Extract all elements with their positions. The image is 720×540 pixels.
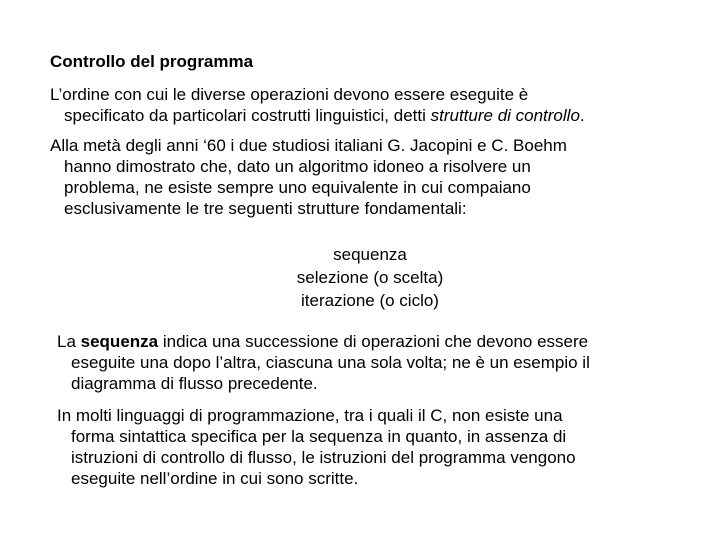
structure-item-sequenza: sequenza bbox=[333, 245, 407, 264]
structures-list bbox=[0, 243, 720, 312]
structure-item-iterazione: iterazione (o ciclo) bbox=[301, 291, 439, 310]
paragraph-line: L’ordine con cui le diverse operazioni devono essere eseguite è bbox=[50, 85, 529, 104]
paragraph-line: eseguite nell’ordine in cui sono scritte. bbox=[71, 469, 359, 488]
bold-term-sequenza: sequenza bbox=[80, 332, 159, 351]
paragraph-line: forma sintattica specifica per la sequenza in quanto, in assenza di bbox=[71, 427, 567, 446]
paragraph-line: hanno dimostrato che, dato un algoritmo idoneo a risolvere un bbox=[64, 157, 531, 176]
paragraph-jacopini-boehm bbox=[50, 135, 567, 219]
paragraph-sequenza bbox=[57, 331, 590, 394]
italic-term-strutture-di-controllo: strutture di controllo bbox=[430, 106, 580, 125]
text-run: specificato da particolari costrutti linguistici, detti bbox=[64, 106, 431, 125]
paragraph-order bbox=[50, 84, 585, 126]
paragraph-linguaggi bbox=[57, 405, 576, 489]
paragraph-line bbox=[50, 105, 585, 126]
slide-title: Controllo del programma bbox=[50, 52, 254, 71]
paragraph-line: istruzioni di controllo di flusso, le istruzioni del programma vengono bbox=[71, 448, 576, 467]
paragraph-line: In molti linguaggi di programmazione, tra i quali il C, non esiste una bbox=[57, 406, 563, 425]
paragraph-line: eseguite una dopo l’altra, ciascuna una sola volta; ne è un esempio il bbox=[71, 353, 590, 372]
text-run: La bbox=[57, 332, 81, 351]
paragraph-line: diagramma di flusso precedente. bbox=[71, 374, 318, 393]
text-run: . bbox=[579, 106, 585, 125]
text-run: indica una successione di operazioni che devono essere bbox=[158, 332, 589, 351]
paragraph-line bbox=[57, 331, 590, 352]
paragraph-line: Alla metà degli anni ‘60 i due studiosi italiani G. Jacopini e C. Boehm bbox=[50, 136, 567, 155]
paragraph-line: problema, ne esiste sempre uno equivalente in cui compaiano bbox=[64, 178, 531, 197]
structure-item-selezione: selezione (o scelta) bbox=[296, 268, 444, 287]
paragraph-line: esclusivamente le tre seguenti strutture fondamentali: bbox=[64, 199, 467, 218]
